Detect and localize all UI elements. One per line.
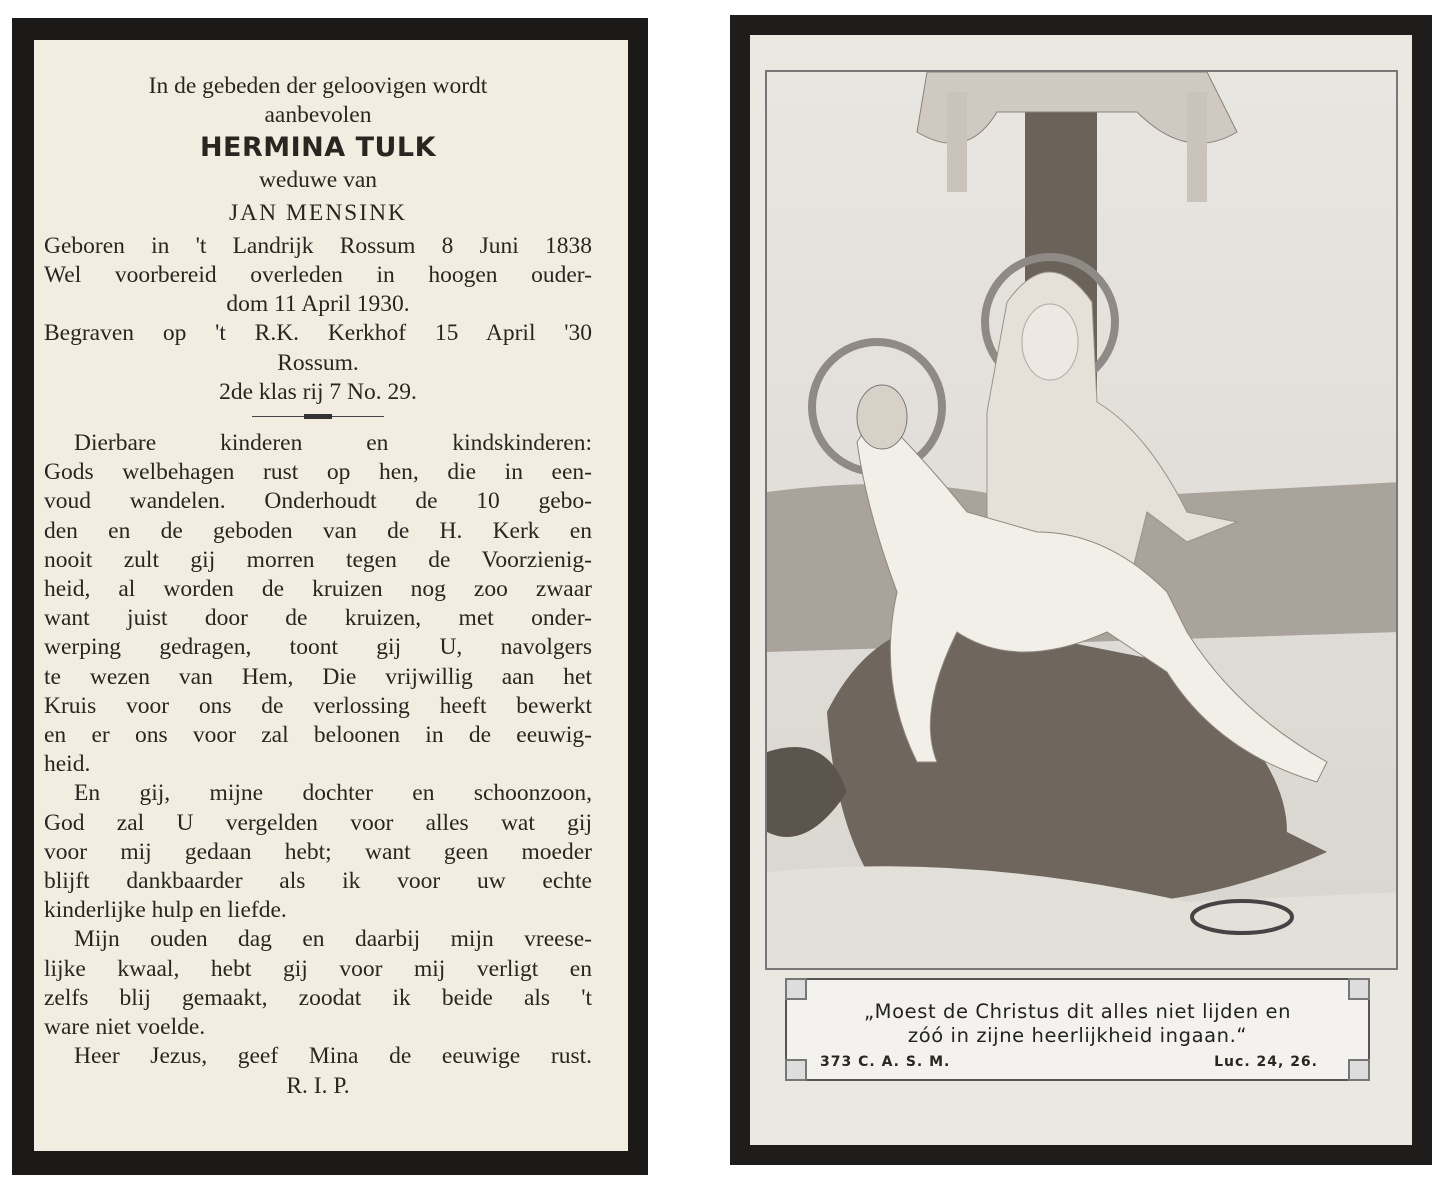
body-line: En gij, mijne dochter en schoonzoon, — [74, 780, 592, 807]
scripture-reference: Luc. 24, 26. — [1214, 1054, 1318, 1070]
deceased-name: HERMINA TULK — [199, 132, 437, 164]
message-body — [44, 429, 592, 1101]
widow-of-label: weduwe van — [258, 167, 378, 194]
pieta-illustration — [765, 70, 1398, 970]
memorial-text — [44, 72, 592, 1101]
body-line: God zal U vergelden voor alles wat gij — [44, 809, 592, 836]
body-line: blijft dankbaarder als ik voor uw echte — [44, 868, 592, 895]
body-line: kinderlijke hulp en liefde. — [44, 897, 287, 924]
intro-line: aanbevolen — [264, 102, 372, 129]
corner-ornament — [785, 978, 807, 1000]
quote-line: zóó in zijne heerlijkheid ingaan.“ — [907, 1024, 1248, 1047]
pieta-image — [767, 72, 1398, 970]
caption-box — [785, 978, 1370, 1081]
body-line: Heer Jezus, geef Mina de eeuwige rust. — [74, 1043, 592, 1070]
body-line: nooit zult gij morren tegen de Voorzienig- — [44, 546, 592, 573]
body-line: heid. — [44, 751, 91, 778]
detail-line: dom 11 April 1930. — [226, 291, 410, 318]
body-line: voor mij gedaan hebt; want geen moeder — [44, 838, 592, 865]
detail-line: 2de klas rij 7 No. 29. — [219, 378, 417, 405]
corner-ornament — [785, 1059, 807, 1081]
body-line: ware niet voelde. — [44, 1014, 206, 1041]
detail-line: Geboren in 't Landrijk Rossum 8 Juni 1838 — [44, 232, 592, 259]
body-line: heid, al worden de kruizen nog zoo zwaar — [44, 576, 592, 603]
corner-ornament — [1348, 978, 1370, 1000]
body-line: Gods welbehagen rust op hen, die in een- — [44, 459, 592, 486]
body-line: zelfs blij gemaakt, zoodat ik beide als 't — [44, 984, 592, 1011]
body-line: Dierbare kinderen en kindskinderen: — [74, 430, 592, 457]
publisher-mark: 373 C. A. S. M. — [820, 1054, 951, 1070]
divider — [44, 409, 592, 423]
body-line: want juist door de kruizen, met onder- — [44, 605, 592, 632]
body-line: lijke kwaal, hebt gij voor mij verligt en — [44, 955, 592, 982]
body-line: en er ons voor zal beloonen in de eeuwig- — [44, 722, 592, 749]
husband-name: JAN MENSINK — [228, 199, 408, 226]
detail-line: Rossum. — [277, 349, 359, 376]
body-line: voud wandelen. Onderhoudt de 10 gebo- — [44, 488, 592, 515]
body-line: werping gedragen, toont gij U, navolgers — [44, 634, 592, 661]
quote-line: „Moest de Christus dit alles niet lijden en — [863, 1000, 1292, 1023]
body-line: te wezen van Hem, Die vrijwillig aan het — [44, 663, 592, 690]
detail-line: Begraven op 't R.K. Kerkhof 15 April '30 — [44, 320, 592, 347]
life-details — [44, 232, 592, 407]
detail-line: Wel voorbereid overleden in hoogen ouder- — [44, 262, 592, 289]
body-line: Mijn ouden dag en daarbij mijn vreese- — [74, 926, 592, 953]
intro-line: In de gebeden der geloovigen wordt — [148, 73, 488, 99]
body-line: den en de geboden van de H. Kerk en — [44, 517, 592, 544]
corner-ornament — [1348, 1059, 1370, 1081]
body-line: R. I. P. — [286, 1072, 350, 1099]
body-line: Kruis voor ons de verlossing heeft bewerkt — [44, 692, 592, 719]
